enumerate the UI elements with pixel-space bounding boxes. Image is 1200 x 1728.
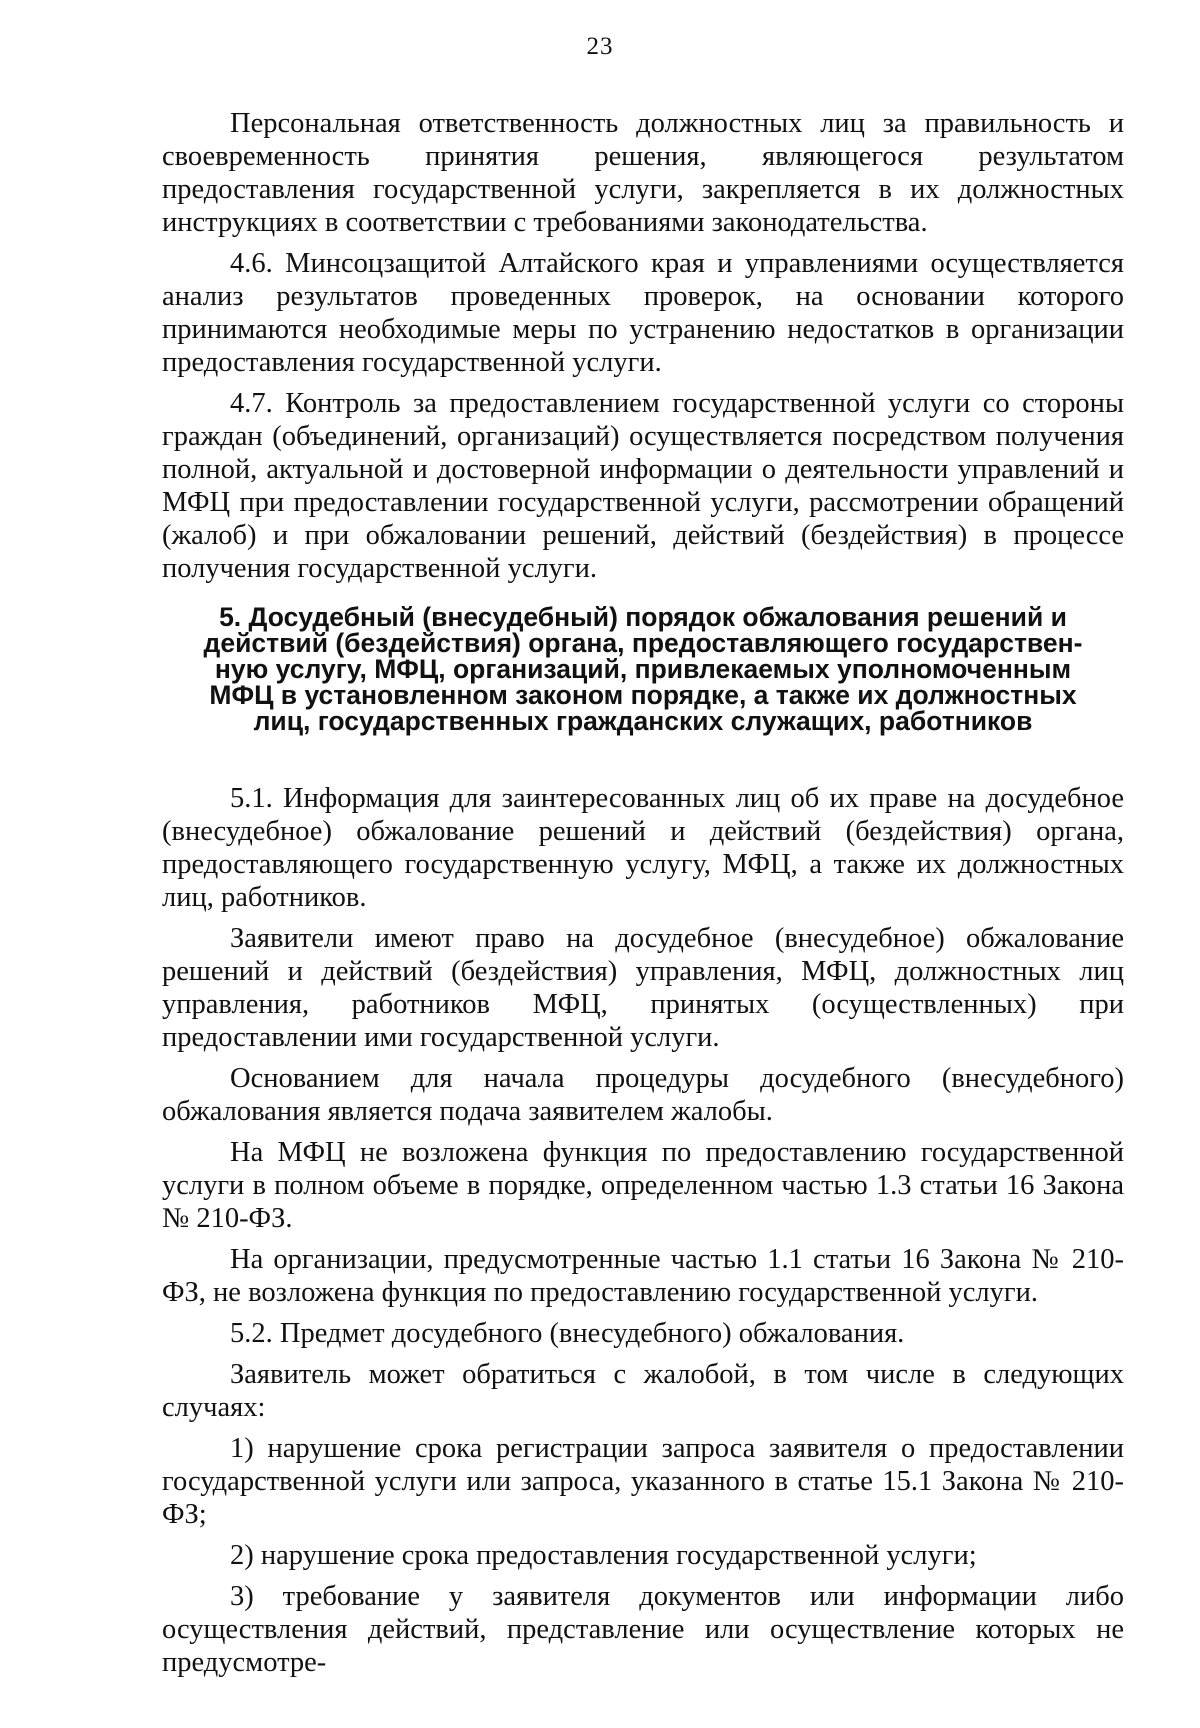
text-block-bottom xyxy=(162,782,1124,1679)
paragraph: 1) нарушение срока регистрации запроса заявителя о предоставлении государственной услуги или запроса, указанного в статье 15.1 Закона № 210-ФЗ; xyxy=(162,1433,1124,1530)
page-number: 23 xyxy=(586,33,614,60)
paragraph: Заявители имеют право на досудебное (внесудебное) обжалование решений и действий (бездействия) управления, МФЦ, должностных лиц управления, работников МФЦ, принятых (осуществленных) при предоставлении ими государственной услуги. xyxy=(162,923,1124,1053)
paragraph: 4.6. Минсоцзащитой Алтайского края и управлениями осуществляется анализ результатов проведенных проверок, на основании которого принимаются необходимые меры по устранению недостатков в организации предоставления государственной услуги. xyxy=(162,248,1124,378)
paragraph: Персональная ответственность должностных лиц за правильность и своевременность принятия решения, являющегося результатом предоставления государственной услуги, закрепляется в их должностных инструкциях в соответствии с требованиями законодательства. xyxy=(162,108,1124,238)
paragraph: 4.7. Контроль за предоставлением государственной услуги со стороны граждан (объединений, организаций) осуществляется посредством получения полной, актуальной и достоверной информации о деятельности управлений и МФЦ при предоставлении государственной услуги, рассмотрении обращений (жалоб) и при обжаловании решений, действий (бездействия) в процессе получения государственной услуги. xyxy=(162,388,1124,584)
section-heading-line: 5. Досудебный (внесудебный) порядок обжалования решений и xyxy=(219,602,1067,632)
paragraph: Заявитель может обратиться с жалобой, в том числе в следующих случаях: xyxy=(162,1359,1124,1423)
section-heading-line: МФЦ в установленном законом порядке, а также их должностных xyxy=(209,680,1077,710)
paragraph: 2) нарушение срока предоставления государственной услуги; xyxy=(230,1540,977,1571)
paragraph: 5.2. Предмет досудебного (внесудебного) обжалования. xyxy=(230,1318,905,1349)
section-heading-line: действий (бездействия) органа, предоставляющего государствен- xyxy=(203,628,1083,658)
paragraph: 3) требование у заявителя документов или информации либо осуществления действий, представление или осуществление которых не предусмотре- xyxy=(162,1581,1124,1678)
text-block-top xyxy=(162,107,1124,585)
paragraph: 5.1. Информация для заинтересованных лиц об их праве на досудебное (внесудебное) обжалование решений и действий (бездействия) органа, предоставляющего государственную услугу, МФЦ, а также их должностных лиц, работников. xyxy=(162,783,1124,913)
section-heading xyxy=(162,604,1124,734)
paragraph: На МФЦ не возложена функция по предоставлению государственной услуги в полном объеме в порядке, определенном частью 1.3 статьи 16 Закона № 210-ФЗ. xyxy=(162,1137,1124,1234)
paragraph: Основанием для начала процедуры досудебного (внесудебного) обжалования является подача заявителем жалобы. xyxy=(162,1063,1124,1127)
section-heading-line: лиц, государственных гражданских служащих, работников xyxy=(253,706,1033,736)
section-heading-line: ную услугу, МФЦ, организаций, привлекаемых уполномоченным xyxy=(214,654,1072,684)
paragraph: На организации, предусмотренные частью 1.1 статьи 16 Закона № 210-ФЗ, не возложена функция по предоставлению государственной услуги. xyxy=(162,1244,1124,1308)
